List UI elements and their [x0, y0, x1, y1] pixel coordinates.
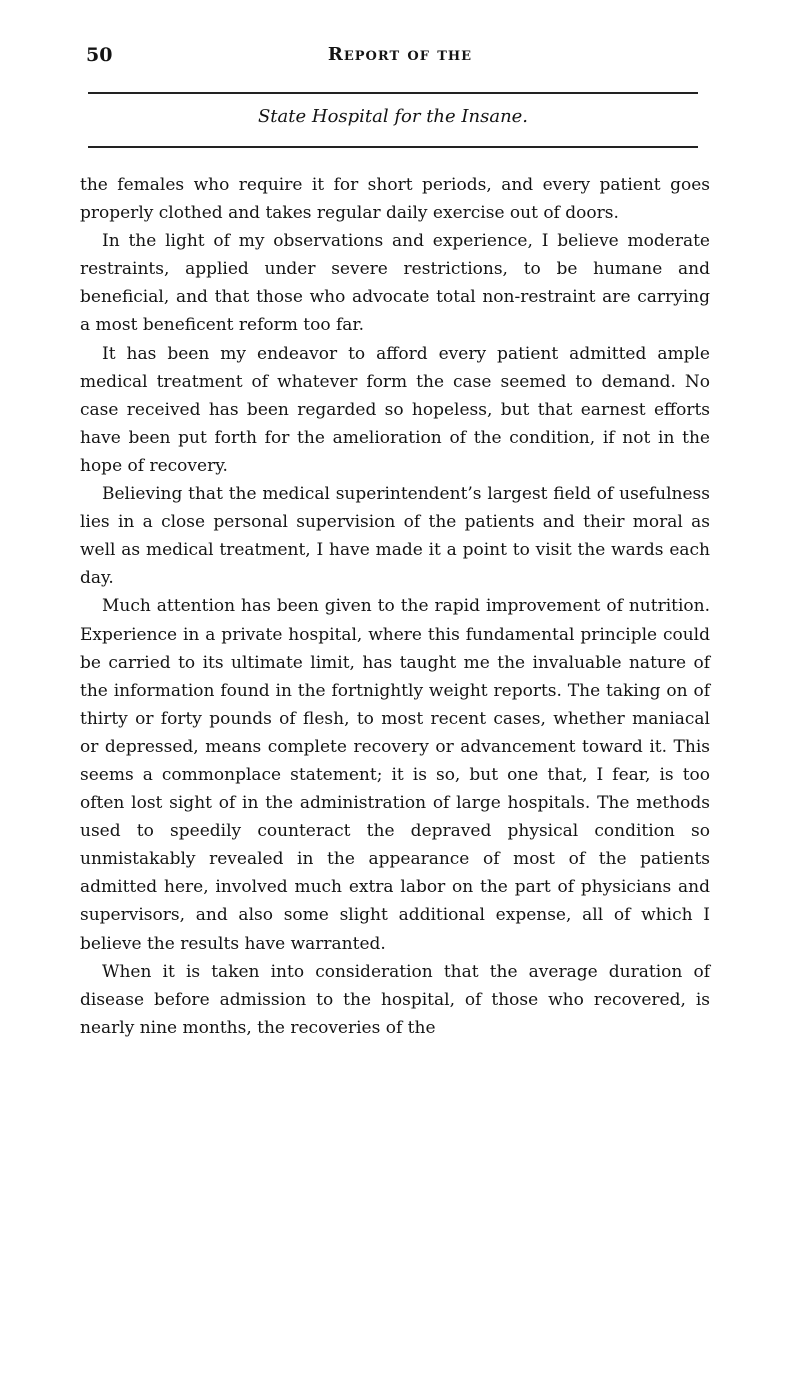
paragraph: Believing that the medical superintendent’s largest field of usefulness lies in a close personal supervision of the patients and their moral as well as medical treatment, I have made it a point to visit the wards each day.	[80, 484, 710, 589]
paragraph: In the light of my observations and experience, I believe moderate restraints, applied under severe restrictions, to be humane and beneficial, and that those who advocate total non-restraint are carrying a most beneficent reform too far.	[80, 231, 710, 336]
paragraph: Much attention has been given to the rapid improvement of nutrition. Experience in a private hospital, where this fundamental principle could be carried to its ultimate limit, has taught me the invaluable nature of the information found in the fortnightly weight reports. The taking on of thirty or forty pounds of flesh, to most recent cases, whether maniacal or depressed, means complete recovery or advancement toward it. This seems a commonplace statement; it is so, but one that, I fear, is too often lost sight of in the administration of large hospitals. The methods used to speedily counteract the depraved physical condition so unmistakably revealed in the appearance of most of the patients admitted here, involved much extra labor on the part of physicians and supervisors, and also some slight additional expense, all of which I believe the results have warranted.	[80, 596, 710, 954]
header-rule-top	[88, 92, 698, 94]
page-subtitle: State Hospital for the Insane.	[257, 106, 529, 127]
running-title: Report of the	[327, 44, 473, 65]
header-rule-bottom	[88, 146, 698, 148]
paragraph: the females who require it for short periods, and every patient goes properly clothed and takes regular daily exercise out of doors.	[80, 175, 710, 224]
paragraph: It has been my endeavor to afford every patient admitted ample medical treatment of whatever form the case seemed to demand. No case received has been regarded so hopeless, but that earnest efforts have been put forth for the amelioration of the condition, if not in the hope of recovery.	[80, 343, 710, 476]
paragraph: When it is taken into consideration that the average duration of disease before admission to the hospital, of those who recovered, is nearly nine months, the recoveries of the	[80, 961, 710, 1038]
body-text	[80, 171, 710, 1042]
page-number: 50	[86, 44, 113, 66]
